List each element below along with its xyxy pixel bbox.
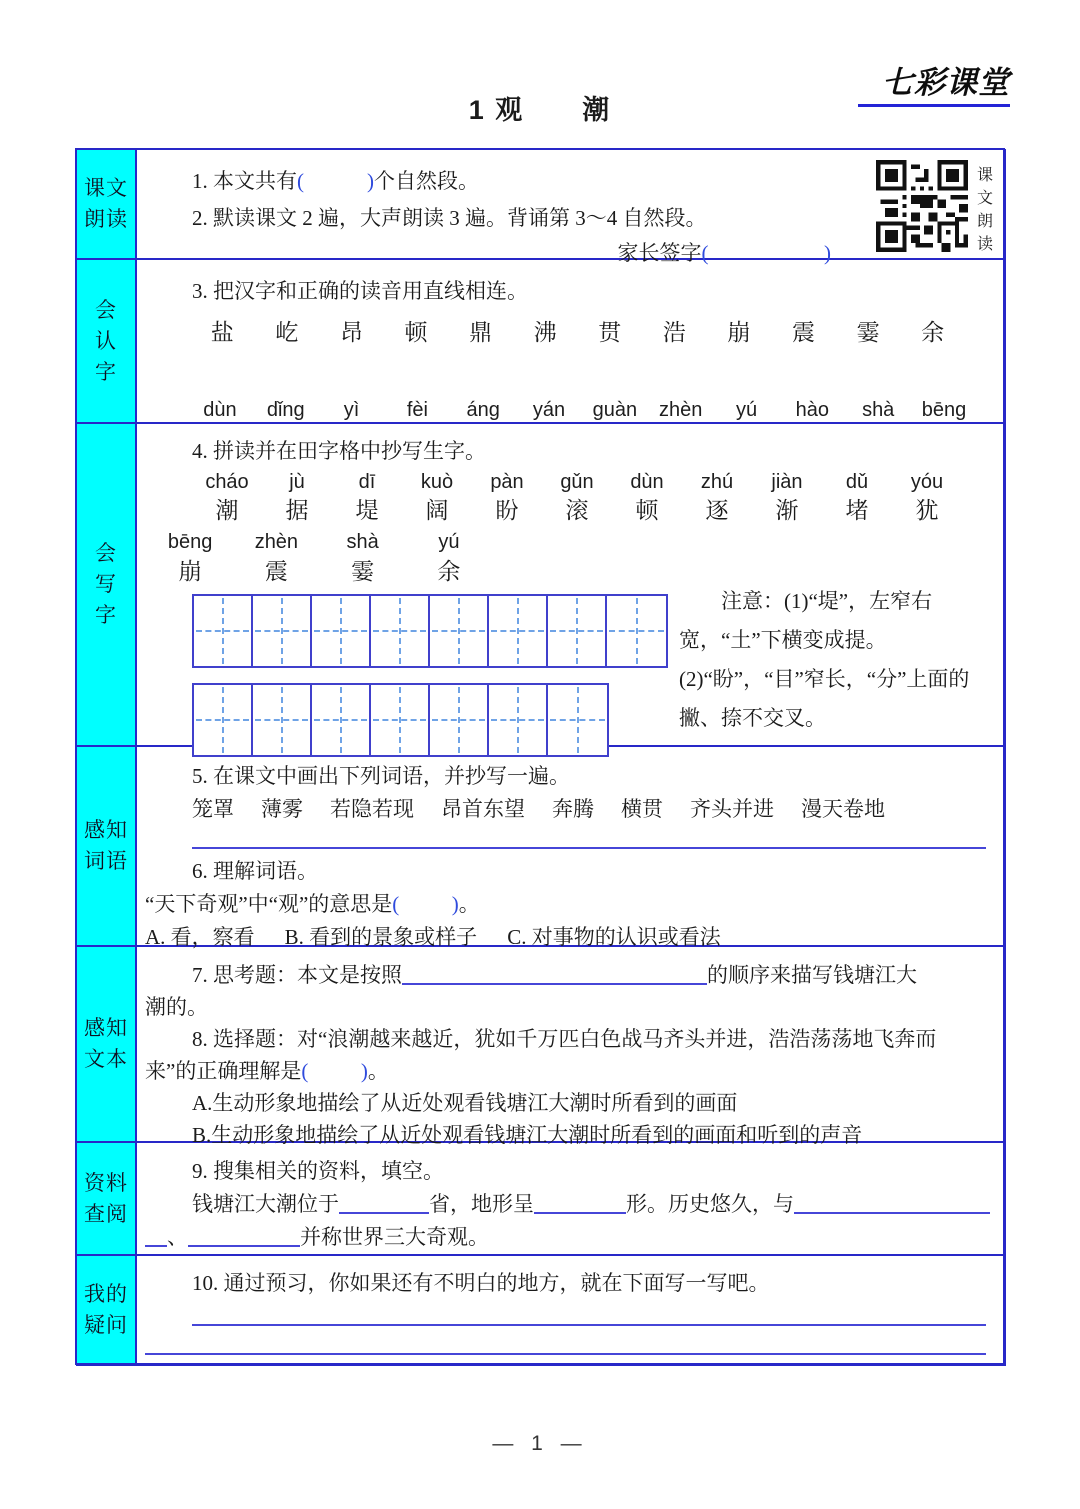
hanzi-character: 滚 (565, 498, 589, 523)
section-label-line: 认 (95, 328, 117, 353)
section-label-recognize (77, 260, 137, 422)
fill-in-blank (145, 1228, 167, 1247)
section-text-sense (77, 947, 1003, 1147)
fill-in-blank (188, 1228, 300, 1247)
hanzi-character: 顿 (404, 320, 428, 345)
pinyin-syllable: dǔ (845, 471, 869, 493)
fill-in-blank (534, 1195, 626, 1214)
fill-in-blank (794, 1195, 990, 1214)
text-segment: 8. 选择题：对“浪潮越来越近，犹如千万匹白色战马齐头并进，浩浩荡荡地飞奔而 (192, 1027, 937, 1051)
section-label-line: 疑问 (84, 1312, 128, 1337)
section-label-reading (77, 150, 137, 258)
pinyin-syllable: kuò (420, 471, 454, 493)
section-words-content (137, 747, 1003, 949)
recognize-pinyin-list (187, 399, 977, 422)
text-segment: ( ) (297, 169, 374, 193)
hanzi-character: 鼎 (469, 320, 493, 345)
vocabulary-word: 笼罩 (192, 797, 234, 821)
tianzige-cell (253, 596, 312, 666)
section-label-line: 查阅 (84, 1201, 128, 1226)
pinyin-syllable: dùn (203, 399, 237, 421)
section-label-line: 字 (95, 359, 117, 384)
hanzi-character: 堵 (845, 498, 869, 523)
section-label-line: 字 (95, 603, 117, 627)
tianzige-cell (312, 596, 371, 666)
pinyin-syllable: dùn (630, 471, 664, 493)
choice-question-line-2 (145, 1055, 991, 1087)
pinyin-syllable: hào (795, 399, 830, 421)
tianzige-cell (548, 596, 607, 666)
qr-code-block (876, 160, 993, 252)
tianzige-cell (548, 685, 607, 755)
task-underline-words: 5. 在课文中画出下列词语，并抄写一遍。 (192, 764, 570, 788)
pinyin-syllable: yì (343, 399, 360, 421)
recognize-character-list (190, 314, 965, 347)
text-segment: 的顺序来描写钱塘江大 (707, 963, 917, 987)
task-collect-info: 9. 搜集相关的资料，填空。 (192, 1159, 444, 1183)
choice-option: B. 看到的景象或样子 (284, 925, 478, 949)
vocabulary-word: 奔腾 (552, 797, 594, 821)
hanzi-character: 盐 (210, 320, 234, 345)
task-match-pinyin: 3. 把汉字和正确的读音用直线相连。 (192, 279, 528, 303)
text-segment: 2. 默读课文 2 遍，大声朗读 3 遍。背诵第 3～4 自然段。 (192, 206, 707, 230)
pinyin-syllable: zhú (700, 471, 734, 493)
worksheet-table (75, 148, 1005, 1365)
section-label-line: 感知 (84, 818, 128, 842)
pinyin-syllable: jiàn (771, 471, 803, 493)
text-segment: 家长签字 (617, 241, 702, 265)
write-character-row-1 (192, 496, 962, 525)
section-label-research (77, 1143, 137, 1254)
section-label-line: 会 (95, 297, 117, 322)
vocabulary-word: 若隐若现 (330, 797, 414, 821)
hanzi-character: 潮 (215, 498, 239, 523)
fill-in-blank (339, 1195, 429, 1214)
qr-code-caption (976, 162, 993, 253)
section-label-line: 感知 (84, 1016, 128, 1040)
write-pinyin-row-1 (192, 468, 962, 496)
text-segment: 潮的。 (145, 995, 208, 1019)
tianzige-cell (371, 596, 430, 666)
task-read-aloud (145, 202, 991, 235)
section-reading-content (137, 150, 1003, 265)
hanzi-character: 顿 (635, 498, 659, 523)
brand-logo-text: 七彩课堂 (882, 65, 1010, 100)
tianzige-cell (430, 596, 489, 666)
text-segment: 、 (167, 1225, 188, 1249)
pinyin-syllable: yán (532, 399, 566, 421)
text-segment: 钱塘江大潮位于 (192, 1192, 339, 1216)
fill-in-blank (402, 966, 707, 985)
section-research-content (137, 1143, 1003, 1254)
lesson-title: 1 观 潮 (468, 95, 612, 125)
hanzi-character: 屹 (275, 320, 299, 345)
hanzi-character: 阔 (425, 498, 449, 523)
pinyin-syllable: jù (289, 471, 305, 493)
writing-line (145, 1353, 986, 1355)
text-segment: 1. 本文共有 (192, 169, 297, 193)
hanzi-character: 据 (285, 498, 309, 523)
hanzi-character: 余 (437, 559, 461, 584)
vocabulary-word: 横贯 (621, 797, 663, 821)
tianzige-cell (253, 685, 312, 755)
section-label-words (77, 747, 137, 945)
pinyin-syllable: shà (346, 531, 379, 553)
hanzi-character: 震 (791, 320, 815, 345)
section-label-line: 写 (95, 572, 117, 596)
section-write-content (137, 424, 1003, 745)
hanzi-character: 昂 (339, 320, 363, 345)
section-text-sense-content (137, 947, 1003, 1147)
text-segment: ( ) (301, 1059, 368, 1083)
section-recognize-content (137, 260, 1003, 422)
pinyin-syllable: áng (466, 399, 500, 421)
pinyin-syllable: yóu (910, 471, 944, 493)
task-understand-words: 6. 理解词语。 (192, 859, 318, 883)
hanzi-character: 逐 (705, 498, 729, 523)
pinyin-syllable: shà (862, 399, 895, 421)
hanzi-character: 贯 (598, 320, 622, 345)
qr-caption-char: 文 (976, 190, 993, 207)
pinyin-syllable: fèi (406, 399, 428, 421)
pinyin-syllable: zhèn (254, 531, 299, 553)
section-label-line: 课文 (84, 176, 128, 200)
tianzige-cell (194, 596, 253, 666)
pinyin-syllable: bēng (921, 399, 967, 421)
section-words (77, 747, 1003, 947)
hanzi-character: 浩 (662, 320, 686, 345)
stroke-note: 注意：(1)“堤”，左窄右宽，“土”下横变成提。(2)“盼”，“目”窄长，“分”上面的撇、捺不交叉。 (679, 589, 970, 730)
text-segment: 形。历史悠久，与 (626, 1192, 794, 1216)
text-segment: “天下奇观”中“观”的意思是 (145, 892, 393, 916)
tianzige-cell (489, 596, 548, 666)
vocabulary-word: 薄雾 (261, 797, 303, 821)
page-number: — 1 — (492, 1432, 588, 1455)
writing-line (192, 847, 986, 849)
text-segment: 。 (458, 892, 480, 916)
choice-option: C. 对事物的认识或看法 (507, 925, 721, 949)
pinyin-syllable: gǔn (560, 471, 594, 493)
qr-caption-char: 读 (976, 236, 993, 253)
section-recognize (77, 260, 1003, 424)
section-label-line: 我的 (84, 1281, 128, 1306)
hanzi-character: 沸 (533, 320, 557, 345)
hanzi-character: 盼 (495, 498, 519, 523)
section-label-line: 文本 (84, 1047, 128, 1071)
task-count-paragraphs (145, 165, 991, 198)
text-segment: 个自然段。 (374, 169, 479, 193)
text-segment: 7. 思考题：本文是按照 (192, 963, 402, 987)
choice-option-a: A.生动形象地描绘了从近处观看钱塘江大潮时所看到的画面 (192, 1091, 738, 1115)
vocabulary-word: 昂首东望 (441, 797, 525, 821)
section-label-line: 朗读 (84, 207, 128, 231)
thinking-question-line-1 (145, 959, 991, 991)
task-write-doubts: 10. 通过预习，你如果还有不明白的地方，就在下面写一写吧。 (192, 1271, 770, 1295)
tianzige-cell (489, 685, 548, 755)
pinyin-syllable: cháo (205, 471, 249, 493)
section-questions-content (137, 1256, 1003, 1363)
tianzige-cell (194, 685, 253, 755)
tianzige-cell (312, 685, 371, 755)
section-label-line: 会 (95, 541, 117, 565)
hanzi-character: 崩 (727, 320, 751, 345)
pinyin-syllable: zhèn (659, 399, 703, 421)
section-label-line: 资料 (84, 1170, 128, 1195)
writing-line (192, 1324, 986, 1326)
text-segment: 。 (367, 1059, 389, 1083)
pinyin-syllable: dī (358, 471, 376, 493)
hanzi-character: 崩 (178, 559, 202, 584)
vocabulary-word: 齐头并进 (690, 797, 774, 821)
hanzi-character: 堤 (355, 498, 379, 523)
task-copy-characters: 4. 拼读并在田字格中抄写生字。 (192, 439, 486, 463)
hanzi-character: 余 (921, 320, 945, 345)
text-segment: 省，地形呈 (429, 1192, 534, 1216)
word-meaning-question (145, 888, 991, 921)
hanzi-character: 震 (264, 559, 288, 584)
thinking-question-line-2 (145, 991, 991, 1023)
write-character-row-2 (147, 557, 492, 586)
hanzi-character: 犹 (915, 498, 939, 523)
section-label-write (77, 424, 137, 745)
choice-option: A. 看，察看 (145, 925, 255, 949)
fill-blank-line-1 (145, 1188, 991, 1221)
fill-blank-line-2 (145, 1221, 991, 1254)
pinyin-syllable: guàn (592, 399, 638, 421)
choice-option-b: B.生动形象地描绘了从近处观看钱塘江大潮时所看到的画面和听到的声音 (192, 1123, 863, 1147)
section-label-text-sense (77, 947, 137, 1141)
hanzi-character: 霎 (351, 559, 375, 584)
section-write (77, 424, 1003, 747)
section-label-line: 词语 (84, 849, 128, 873)
write-pinyin-row-2 (147, 528, 492, 557)
pinyin-syllable: yú (735, 399, 758, 421)
hanzi-character: 渐 (775, 498, 799, 523)
pinyin-syllable: dǐng (266, 399, 305, 421)
word-list (192, 793, 991, 826)
choice-question-line-1 (145, 1023, 991, 1055)
qr-caption-char: 朗 (976, 213, 993, 230)
text-segment: 来”的正确理解是 (145, 1059, 302, 1083)
vocabulary-word: 漫天卷地 (801, 797, 885, 821)
tianzige-cell (371, 685, 430, 755)
section-reading (77, 150, 1003, 265)
pinyin-syllable: pàn (490, 471, 524, 493)
hanzi-character: 霎 (856, 320, 880, 345)
qr-caption-char: 课 (976, 167, 993, 184)
pinyin-syllable: bēng (167, 531, 213, 553)
qr-code-image (876, 160, 968, 252)
pinyin-syllable: yú (438, 531, 460, 553)
section-research (77, 1143, 1003, 1256)
section-label-questions (77, 1256, 137, 1363)
section-questions (77, 1256, 1003, 1363)
text-segment: ( ) (392, 892, 459, 916)
text-segment: ( ) (701, 241, 831, 265)
tianzige-cell (607, 596, 666, 666)
tianzige-cell (430, 685, 489, 755)
text-segment: 并称世界三大奇观。 (300, 1225, 489, 1249)
